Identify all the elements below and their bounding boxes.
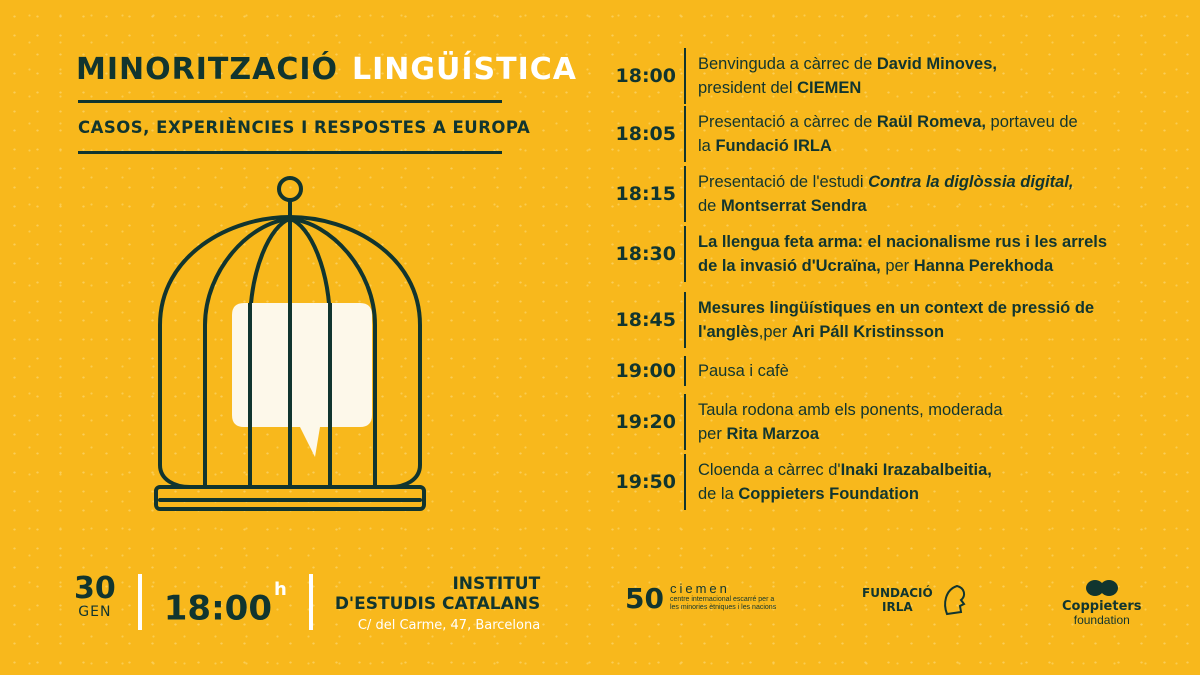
- schedule-row: [612, 454, 1172, 510]
- coppieters-logo: [1062, 578, 1142, 626]
- ciemen-logo: [625, 582, 780, 615]
- schedule-text-part: Presentació de l'estudi: [698, 173, 869, 191]
- divider: [684, 454, 686, 510]
- divider: [309, 574, 313, 630]
- schedule-text-part: Ari Páll Kristinsson: [791, 323, 945, 341]
- schedule-text-part: l'anglès: [698, 323, 759, 341]
- divider: [138, 574, 142, 630]
- title-rule-bottom: [78, 151, 502, 154]
- schedule-row: [612, 292, 1172, 348]
- schedule-text-part: David Minoves,: [876, 55, 997, 73]
- schedule-time: 18:05: [615, 123, 676, 145]
- event-hour-suffix: h: [273, 579, 287, 600]
- schedule-text-part: Contra la diglòssia digital,: [868, 173, 1074, 191]
- event-month: GEN: [78, 604, 112, 620]
- schedule-row: [612, 356, 1172, 386]
- event-hour: [164, 574, 287, 636]
- ciemen-tagline: centre internacional escarré per a les minories ètniques i les nacions: [669, 596, 777, 611]
- title-rule-top: [78, 100, 502, 103]
- schedule-text-part: per: [698, 425, 727, 443]
- event-day: 30: [74, 571, 116, 606]
- schedule-time: 19:50: [615, 471, 676, 493]
- schedule-time: 19:00: [615, 360, 676, 382]
- schedule-time: 18:30: [615, 243, 676, 265]
- schedule-text-part: Taula rodona amb els ponents, moderada: [698, 401, 1003, 419]
- schedule-description: [698, 398, 1003, 446]
- schedule-text-part: per: [880, 257, 914, 275]
- event-venue: [335, 574, 540, 633]
- irla-profile-icon: [933, 582, 969, 618]
- ciemen-anniversary-number: 50: [625, 582, 664, 615]
- schedule-text-part: Rita Marzoa: [726, 425, 820, 443]
- event-details: [74, 571, 541, 636]
- schedule-text-part: president del: [698, 79, 798, 97]
- event-date: [74, 571, 116, 620]
- schedule-text-part: Coppieters Foundation: [738, 485, 919, 503]
- schedule-description: [698, 52, 997, 100]
- irla-line-1: FUNDACIÓ: [862, 586, 933, 600]
- schedule-text-part: Presentació a càrrec de: [698, 113, 877, 131]
- schedule-row: [612, 48, 1172, 104]
- divider: [684, 226, 686, 282]
- schedule-row: [612, 166, 1172, 222]
- schedule-text-part: Benvinguda a càrrec de: [698, 55, 877, 73]
- schedule-time: 18:45: [615, 309, 676, 331]
- title-word-2: LINGÜÍSTICA: [352, 52, 578, 87]
- schedule-description: [698, 170, 1073, 218]
- cage-ring: [279, 178, 301, 200]
- schedule-description: [698, 230, 1107, 278]
- title-word-1: MINORITZACIÓ: [76, 52, 339, 87]
- event-hour-value: 18:00: [163, 588, 272, 629]
- venue-address: C/ del Carme, 47, Barcelona: [357, 618, 541, 633]
- divider: [684, 356, 686, 386]
- schedule-time: 18:15: [615, 183, 676, 205]
- schedule-description: [698, 110, 1078, 158]
- coppieters-name: Coppieters: [1062, 599, 1142, 614]
- schedule-time: 18:00: [615, 65, 676, 87]
- schedule-text-part: CIEMEN: [797, 79, 862, 97]
- fundacio-irla-logo: [862, 582, 969, 618]
- schedule-row: [612, 106, 1172, 162]
- schedule-text-part: Hanna Perekhoda: [913, 257, 1054, 275]
- schedule-text-part: ,per: [758, 323, 792, 341]
- schedule-text-part: Pausa i cafè: [698, 362, 789, 380]
- birdcage-illustration: [150, 175, 450, 545]
- schedule-text-part: de: [698, 197, 721, 215]
- schedule-description: [698, 458, 992, 506]
- schedule-time: 19:20: [615, 411, 676, 433]
- schedule-text-part: Montserrat Sendra: [720, 197, 867, 215]
- schedule-row: [612, 394, 1172, 450]
- schedule-text-part: portaveu de: [985, 113, 1078, 131]
- schedule-text-part: Inaki Irazabalbeitia,: [840, 461, 992, 479]
- coppieters-leaf-icon: [1084, 578, 1120, 600]
- divider: [684, 48, 686, 104]
- event-title: [76, 52, 577, 87]
- divider: [684, 166, 686, 222]
- event-subtitle: CASOS, EXPERIÈNCIES I RESPOSTES A EUROPA: [78, 118, 531, 137]
- schedule-text-part: Cloenda a càrrec d': [698, 461, 841, 479]
- schedule-text-part: Raül Romeva,: [876, 113, 986, 131]
- schedule-text-part: de la: [698, 485, 739, 503]
- schedule-text-part: Fundació IRLA: [715, 137, 832, 155]
- venue-line-1: INSTITUT: [452, 574, 541, 594]
- divider: [684, 292, 686, 348]
- schedule-row: [612, 226, 1172, 282]
- divider: [684, 394, 686, 450]
- irla-line-2: IRLA: [882, 600, 913, 614]
- schedule-text-part: La llengua feta arma: el nacionalisme rus i les arrels: [698, 233, 1108, 251]
- schedule-text-part: la: [698, 137, 716, 155]
- venue-line-2: D'ESTUDIS CATALANS: [334, 594, 541, 614]
- divider: [684, 106, 686, 162]
- coppieters-sub: foundation: [1073, 613, 1130, 627]
- schedule-text-part: de la invasió d'Ucraïna,: [698, 257, 881, 275]
- schedule-description: [698, 296, 1094, 344]
- speech-bubble-icon: [232, 303, 372, 457]
- schedule-description: [698, 359, 789, 383]
- schedule-text-part: Mesures lingüístiques en un context de pressió de: [698, 299, 1095, 317]
- ciemen-name: ciemen: [669, 581, 730, 596]
